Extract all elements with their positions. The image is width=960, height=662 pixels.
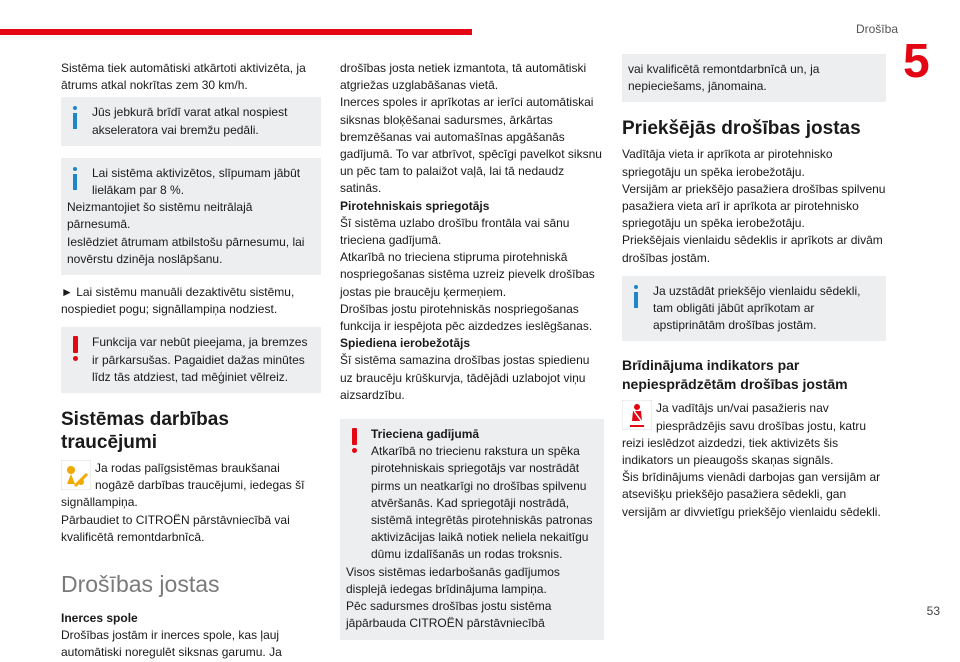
info-text: Ieslēdziet ātrumam atbilstošu pārnesumu, lai novērstu dzinēja noslāpšanu. — [67, 234, 305, 266]
chapter-number: 5 — [903, 35, 930, 88]
paragraph: Versijām ar priekšējo pasažiera drošības spilvenu pasažiera vieta arī ir aprīkota ar pirotehnisko spriegotāju un spēka ierobežotāju. — [622, 181, 886, 231]
warning-box — [340, 419, 604, 639]
column-2 — [340, 60, 604, 643]
warning-icon — [350, 428, 360, 454]
paragraph: Vadītāja vieta ir aprīkota ar pirotehnisko spriegotāju un spēka ierobežotāju. — [622, 147, 833, 179]
paragraph: Sistēma tiek automātiski atkārtoti aktivizēta, ja ātrums atkal nokrītas zem 30 km/h. — [61, 61, 306, 93]
subheading-text: Inerces spole — [61, 611, 138, 626]
info-box — [622, 276, 886, 342]
heading-front-belts: Priekšējās drošības jostas — [622, 118, 861, 140]
info-text: Lai sistēma aktivizētos, slīpumam jābūt lielākam par 8 %. — [92, 165, 301, 198]
fault-row — [61, 460, 321, 546]
column-3 — [622, 60, 886, 521]
warning-box-continued — [622, 54, 886, 102]
subheading — [61, 610, 321, 627]
warning-title-text: Trieciena gadījumā — [371, 427, 480, 442]
subheading — [340, 198, 604, 215]
warning-text: Pēc sadursmes drošības jostu sistēma jāpārbauda CITROËN pārstāvniecībā — [346, 599, 552, 631]
info-icon — [632, 285, 642, 309]
warning-title — [346, 426, 594, 443]
warning-box — [61, 327, 321, 393]
subheading-text: Spiediena ierobežotājs — [340, 336, 471, 351]
indicator-row — [622, 400, 886, 520]
paragraph: Drošības jostu pirotehniskās nospriegošanas funkcija ir iespējota pēc aizdedzes ieslēgšanas. — [340, 301, 593, 334]
paragraph: Priekšējais vienlaidu sēdeklis ir aprīkots ar divām drošības jostām. — [622, 233, 883, 265]
heading-belts: Drošības jostas — [61, 571, 220, 598]
warning-text: Funkcija var nebūt pieejama, ja bremzes ir pārkarsušas. Pagaidiet dažas minūtes līdz tās atdziest, tad mēģiniet vēlreiz. — [92, 335, 308, 384]
warning-text: vai kvalificētā remontdarbnīcā un, ja nepieciešams, jānomaina. — [628, 62, 820, 94]
warning-text: Visos sistēmas iedarbošanās gadījumos displejā iedegas brīdinājuma lampiņa. — [346, 564, 560, 596]
indicator-text: Ja vadītājs un/vai pasažieris nav piesprādzējis savu drošības jostu, katru reizi ieslēdzot aizdedzi, tiek aktivizēts šis indikators un pieaugošs skaņas signāls. — [622, 401, 867, 468]
warning-text: Atkarībā no triecienu rakstura un spēka pirotehniskais spriegotājs var nostrādāt pirms un neatkarīgi no drošības spilvenu atvēršanās. Kad spriegotāji nostrādā, sistēmā integrētās pirotehniskās patronas aktivizācijas laikā notiek neliela nekaitīgu dūmu izdalīšanās un rodas troksnis. — [371, 444, 593, 562]
header-accent-bar — [0, 29, 472, 35]
info-text: Jūs jebkurā brīdī varat atkal nospiest akseleratora vai bremžu pedāli. — [92, 105, 288, 137]
subheading-text: Pirotehniskais spriegotājs — [340, 198, 490, 213]
paragraph: Šī sistēma samazina drošības jostas spiedienu uz braucēju krūškurvja, tādējādi uzlabojot viņu aizsardzību. — [340, 353, 590, 402]
section-title: Drošība — [855, 22, 898, 36]
paragraph: Šī sistēma uzlabo drošību frontāla vai sānu trieciena gadījumā. — [340, 215, 570, 248]
warning-icon — [71, 336, 81, 362]
paragraph: ► Lai sistēmu manuāli dezaktivētu sistēmu, nospiediet pogu; signāllampiņa nodziest. — [61, 285, 295, 317]
subheading — [340, 335, 604, 352]
info-icon — [71, 106, 81, 130]
indicator-text: Šis brīdinājums vienādi darbojas gan versijām ar atsevišķu priekšējo pasažiera sēdekli, gan versijām ar divvietīgu priekšējo vienlaidu sēdekli. — [622, 470, 881, 519]
fault-text: Pārbaudiet to CITROËN pārstāvniecībā vai kvalificētā remontdarbnīcā. — [61, 512, 290, 544]
fault-text: Ja rodas palīgsistēmas braukšanai nogāzē darbības traucējumi, iedegas šī signāllampiņa. — [61, 461, 305, 510]
info-text: Ja uzstādāt priekšējo vienlaidu sēdekli, tam obligāti jābūt aprīkotam ar apstiprinātām drošības jostām. — [653, 283, 861, 333]
heading-belt-indicator: Brīdinājuma indikators par nepiesprādzētām drošības jostām — [622, 357, 848, 393]
seatbelt-warning-icon — [622, 400, 652, 430]
info-text: Neizmantojiet šo sistēmu neitrālajā pārnesumā. — [67, 200, 253, 232]
hill-descent-fault-lamp-icon — [61, 460, 91, 490]
paragraph: Atkarībā no trieciena stipruma pirotehniskā nospriegošanas sistēma uzreiz pievelk drošības jostas pie braucēju ķermeņiem. — [340, 250, 595, 299]
page-number: 53 — [926, 604, 940, 618]
paragraph: Inerces spoles ir aprīkotas ar ierīci automātiskai siksnas bloķēšanai sadursmes, ārkārtas bremzēšanas vai automašīnas apgāšanās gadījumā. To var atbrīvot, spēcīgi pavelkot siksnu un pēc tam to palaižot vaļā, lai tā nedaudz satinās. — [340, 95, 602, 196]
paragraph: Drošības jostām ir inerces spole, kas ļauj automātiski noregulēt siksnas garumu. Ja — [61, 628, 282, 660]
heading-faults: Sistēmas darbības traucējumi — [61, 409, 229, 454]
info-box — [61, 97, 321, 145]
info-box — [61, 158, 321, 275]
paragraph: drošības josta netiek izmantota, tā automātiski atgriežas uzglabāšanas vietā. — [340, 61, 587, 93]
column-1 — [61, 60, 321, 662]
info-icon — [71, 167, 81, 191]
